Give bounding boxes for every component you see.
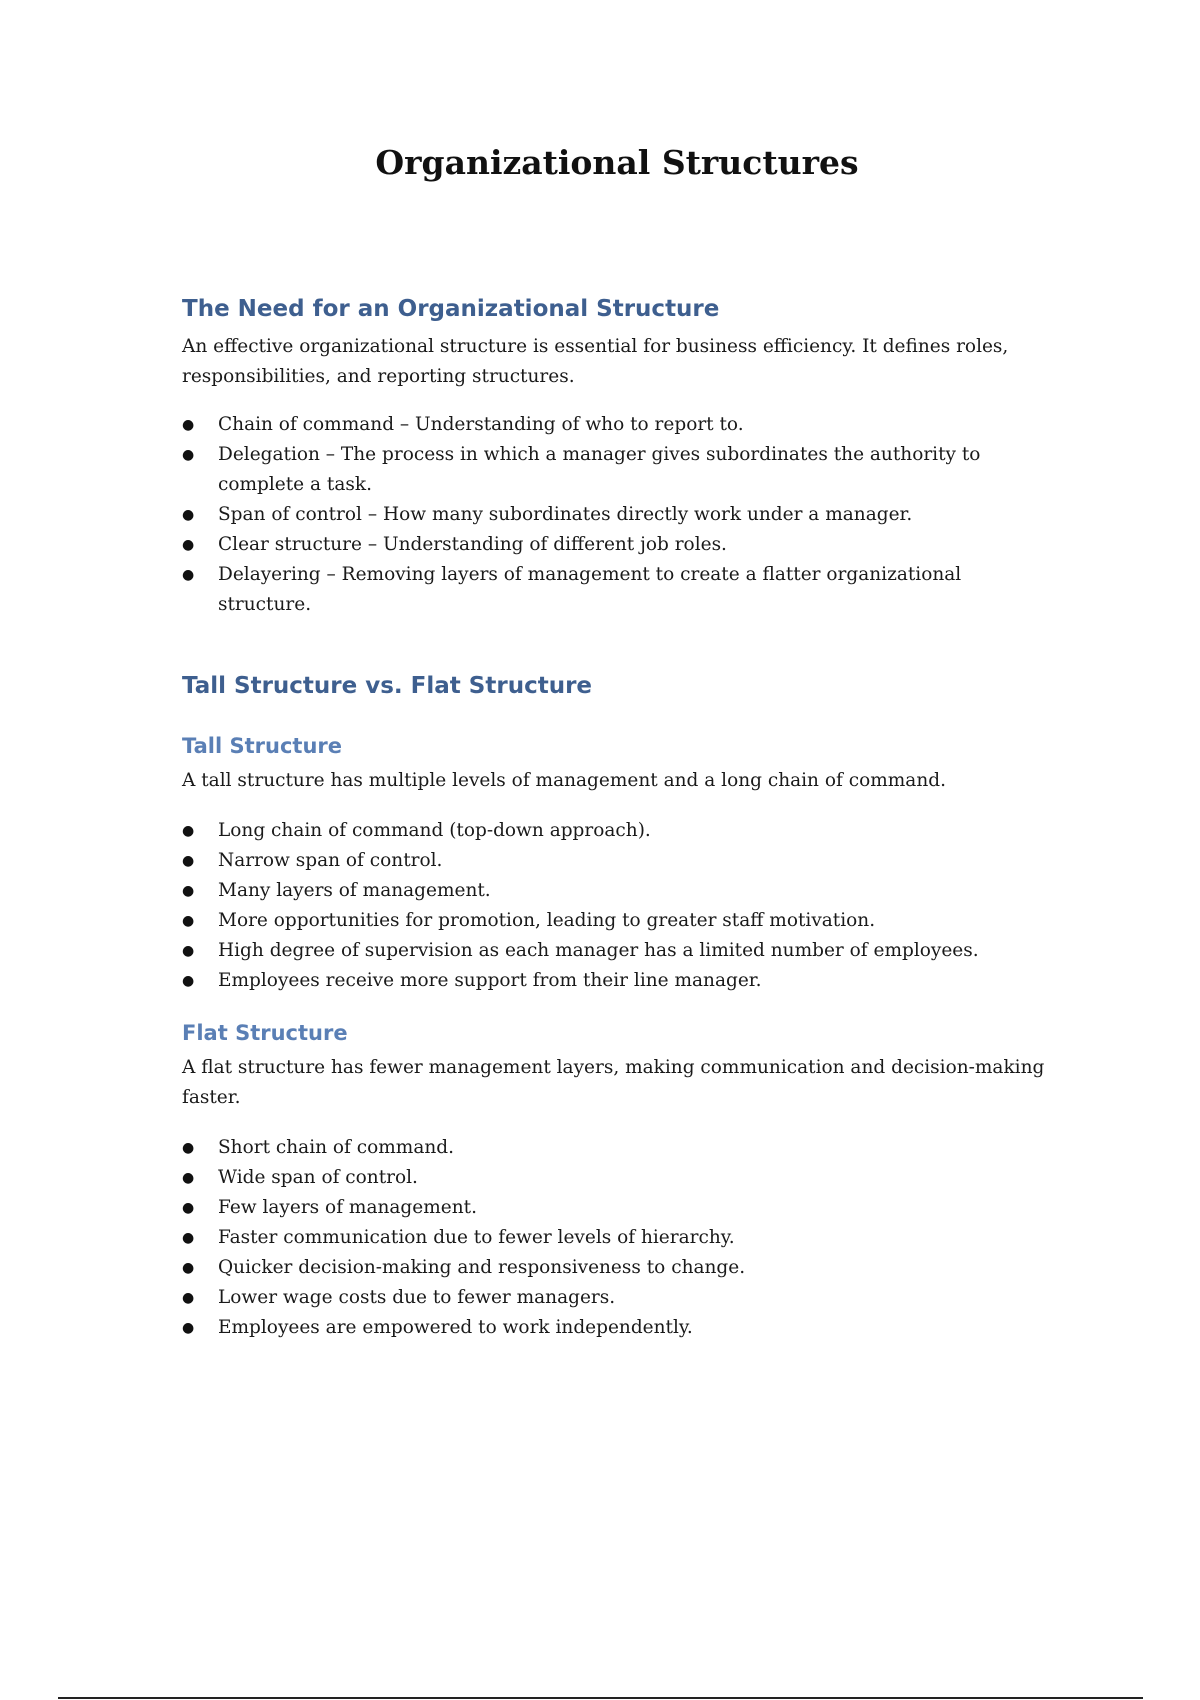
list-item: ● Wide span of control. xyxy=(182,1163,1032,1193)
list-item: ● Quicker decision-making and responsiveness to change. xyxy=(182,1253,1032,1283)
bottom-divider xyxy=(58,1697,1143,1699)
heading-tall: Tall Structure xyxy=(182,734,343,758)
list-item: ● Narrow span of control. xyxy=(182,846,1032,876)
heading-need: The Need for an Organizational Structure xyxy=(182,296,720,322)
list-item: ● Long chain of command (top-down approach). xyxy=(182,816,1032,846)
list-item: ● More opportunities for promotion, leading to greater staff motivation. xyxy=(182,906,1032,936)
list-item: ● Few layers of management. xyxy=(182,1193,1032,1223)
list-item: ● Span of control – How many subordinates directly work under a manager. xyxy=(182,500,1032,530)
tall-bullet-list xyxy=(182,816,1032,996)
heading-compare: Tall Structure vs. Flat Structure xyxy=(182,673,593,699)
list-item: ● Delayering – Removing layers of management to create a flatter organizational structure. xyxy=(182,560,1032,620)
flat-intro: A flat structure has fewer management layers, making communication and decision-making faster. xyxy=(182,1057,1045,1108)
tall-intro: A tall structure has multiple levels of management and a long chain of command. xyxy=(182,770,946,791)
list-item: ● High degree of supervision as each manager has a limited number of employees. xyxy=(182,936,1032,966)
list-item: ● Many layers of management. xyxy=(182,876,1032,906)
list-item: ● Lower wage costs due to fewer managers. xyxy=(182,1283,1032,1313)
flat-bullet-list xyxy=(182,1133,1032,1343)
heading-flat: Flat Structure xyxy=(182,1021,348,1045)
list-item: ● Employees are empowered to work independently. xyxy=(182,1313,1032,1343)
need-intro: An effective organizational structure is essential for business efficiency. It defines roles, responsibilities, and reporting structures. xyxy=(182,336,1009,387)
list-item: ● Short chain of command. xyxy=(182,1133,1032,1163)
list-item: ● Employees receive more support from their line manager. xyxy=(182,966,1032,996)
need-bullet-list xyxy=(182,410,1032,620)
list-item: ● Clear structure – Understanding of different job roles. xyxy=(182,530,1032,560)
page-title: Organizational Structures xyxy=(375,143,859,182)
list-item: ● Delegation – The process in which a manager gives subordinates the authority to complete a task. xyxy=(182,440,1032,500)
list-item: ● Faster communication due to fewer levels of hierarchy. xyxy=(182,1223,1032,1253)
list-item: ● Chain of command – Understanding of who to report to. xyxy=(182,410,1032,440)
